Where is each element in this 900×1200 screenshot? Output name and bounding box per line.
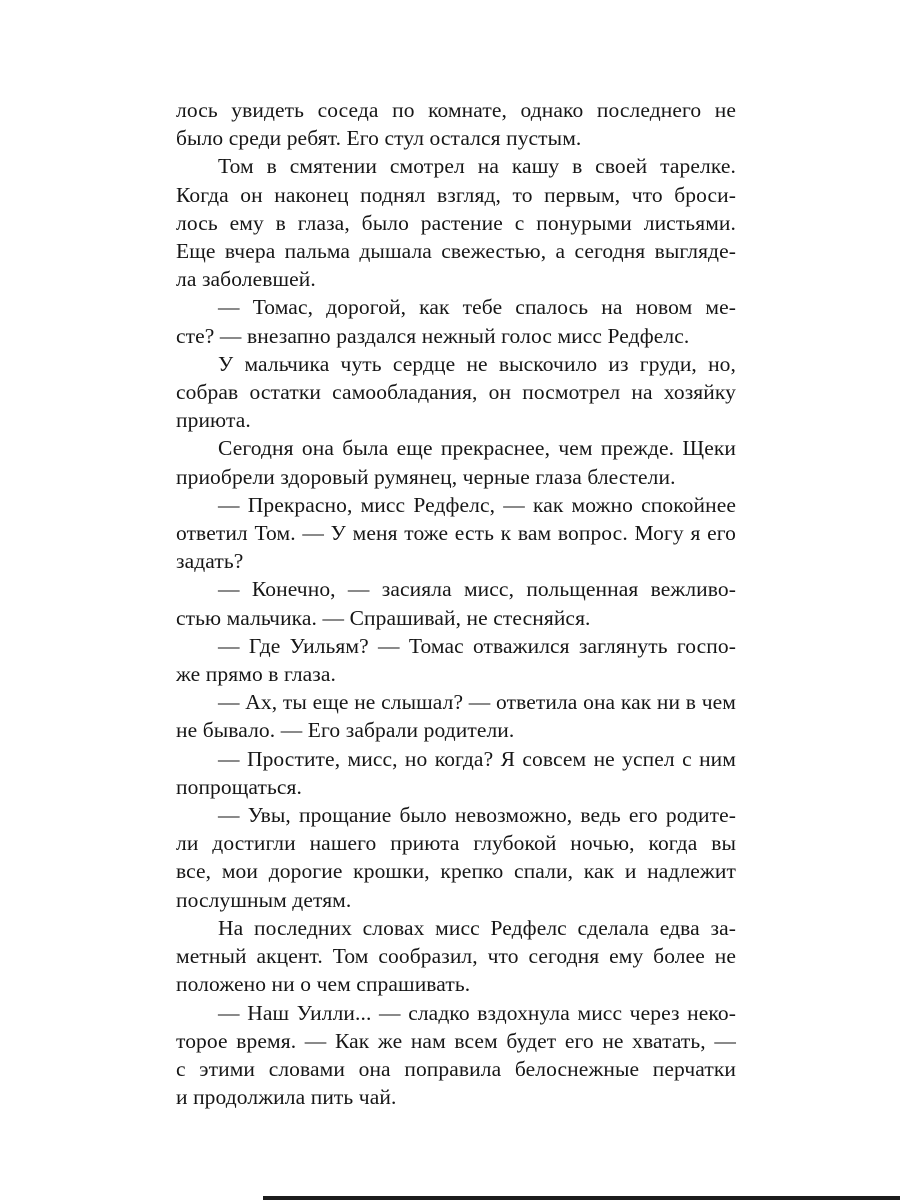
text-line: приобрели здоровый румянец, черные глаза блестели. [176,464,676,489]
paragraph [176,801,736,914]
text-line: Когда он наконец поднял взгляд, то первым, что броси- [176,182,736,207]
paragraph [176,152,736,293]
text-line: На последних словах мисс Редфелс сделала едва за- [218,915,736,940]
paragraph [176,575,736,631]
text-line: собрав остатки самообладания, он посмотрел на хозяйку [176,380,736,405]
paragraph [176,96,736,152]
text-line: — Ах, ты еще не слышал? — ответила она как ни в чем [218,690,736,715]
text-line: метный акцент. Том сообразил, что сегодня ему более не [176,944,736,969]
text-line: положено ни о чем спрашивать. [176,972,471,997]
text-line: лось ему в глаза, было растение с понурыми листьями. [176,210,736,235]
text-line: стью мальчика. — Спрашивай, не стесняйся. [176,605,591,630]
text-line: Том в смятении смотрел на кашу в своей тарелке. [218,154,736,179]
paragraph [176,293,736,349]
text-line: торое время. — Как же нам всем будет его не хватать, — [176,1028,736,1053]
text-line: приюта. [176,408,251,433]
paragraph [176,999,736,1112]
text-line: — Томас, дорогой, как тебе спалось на новом ме- [218,295,736,320]
text-line: было среди ребят. Его стул остался пустым. [176,126,582,151]
text-line: — Простите, мисс, но когда? Я совсем не успел с ним [218,746,736,771]
text-line: сте? — внезапно раздался нежный голос мисс Редфелс. [176,323,690,348]
text-line: Еще вчера пальма дышала свежестью, а сегодня выгляде- [176,239,736,264]
text-line: — Прекрасно, мисс Редфелс, — как можно спокойнее [218,492,736,517]
text-line: — Конечно, — засияла мисс, польщенная вежливо- [218,577,736,602]
paragraph [176,745,736,801]
text-line: — Увы, прощание было невозможно, ведь его родите- [218,803,736,828]
text-line: лось увидеть соседа по комнате, однако последнего не [176,98,736,122]
text-line: попрощаться. [176,774,303,799]
paragraph [176,491,736,576]
text-line: У мальчика чуть сердце не выскочило из груди, но, [218,351,736,376]
text-line: же прямо в глаза. [176,662,336,687]
text-column [176,96,736,1111]
paragraph [176,914,736,999]
text-line: — Наш Уилли... — сладко вздохнула мисс через неко- [218,1000,736,1025]
text-line: ла заболевшей. [176,267,316,292]
text-line: и продолжила пить чай. [176,1085,397,1110]
text-line: не бывало. — Его забрали родители. [176,718,515,743]
text-line: — Где Уильям? — Томас отважился заглянуть госпо- [218,633,736,658]
paragraph [176,688,736,744]
text-line: послушным детям. [176,887,352,912]
paragraph [176,350,736,435]
text-line: все, мои дорогие крошки, крепко спали, как и надлежит [176,859,736,884]
text-line: Сегодня она была еще прекраснее, чем прежде. Щеки [218,436,736,461]
text-line: задать? [176,549,244,574]
text-line: с этими словами она поправила белоснежные перчатки [176,1056,736,1081]
text-line: ответил Том. — У меня тоже есть к вам вопрос. Могу я его [176,521,736,546]
text-line: ли достигли нашего приюта глубокой ночью, когда вы [176,831,736,856]
bottom-edge-bar [263,1196,900,1200]
paragraph [176,632,736,688]
paragraph [176,434,736,490]
